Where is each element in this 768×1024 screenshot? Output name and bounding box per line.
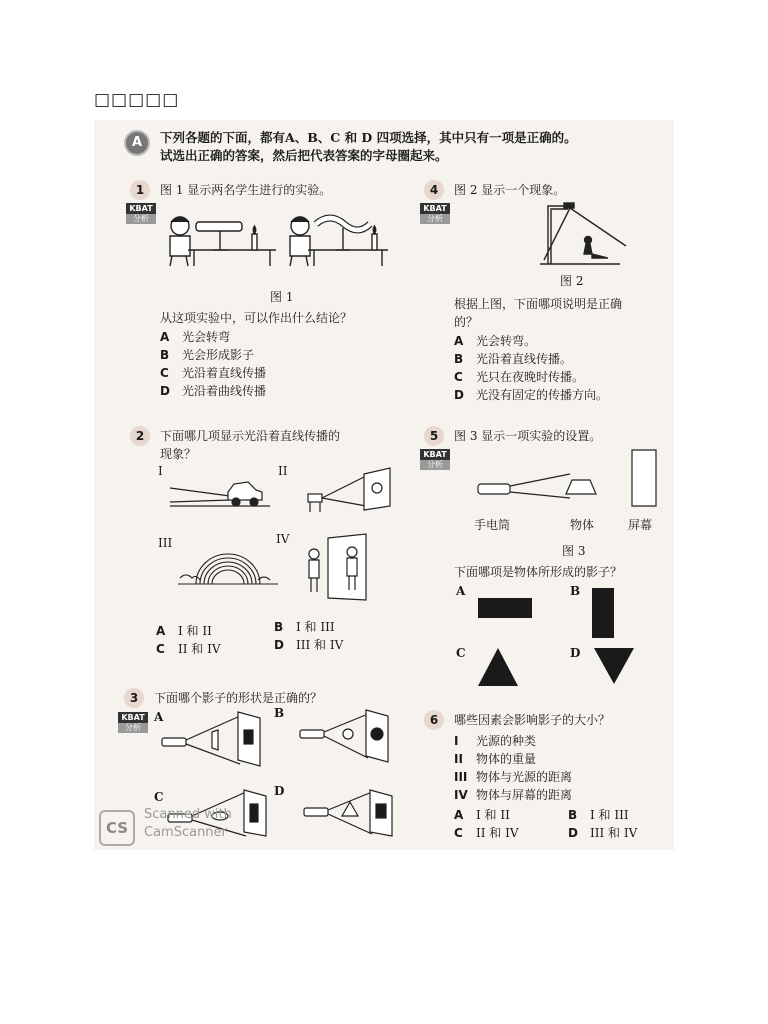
- question-6-stem: 哪些因素会影响影子的大小？: [454, 713, 611, 727]
- question-1-number: 1: [130, 180, 150, 200]
- option-text: 光沿着直线传播。: [476, 352, 573, 366]
- option-text: 光会转弯: [182, 330, 231, 344]
- figure-2-illustration: [520, 198, 630, 268]
- option-letter: C: [156, 642, 165, 656]
- question-6-number: 6: [424, 710, 444, 730]
- question-1-prompt: 从这项实验中，可以作出什么结论？: [160, 311, 353, 325]
- figure-2-caption: 图 2: [560, 274, 584, 288]
- question-6-item-i: [454, 732, 536, 749]
- question-5-option-c-letter: C: [456, 646, 466, 660]
- option-letter: C: [454, 826, 463, 840]
- question-2-number: 2: [130, 426, 150, 446]
- question-6-item-ii: [454, 750, 536, 767]
- option-text: I 和 II: [476, 808, 510, 822]
- camscanner-logo-icon: CS: [99, 810, 135, 846]
- kbat-label: KBAT: [118, 712, 148, 723]
- question-2-fig-label-ii: II: [278, 464, 288, 478]
- question-5-number: 5: [424, 426, 444, 446]
- option-text: 光会形成影子: [182, 348, 255, 362]
- question-6-option-c: [454, 824, 519, 841]
- mirror-reflection-illustration: [300, 532, 370, 602]
- screen-label: 屏幕: [628, 518, 653, 532]
- item-text: 物体与屏幕的距离: [476, 788, 573, 802]
- option-letter: C: [454, 370, 463, 384]
- question-1-stem: 图 1 显示两名学生进行的实验。: [160, 183, 332, 197]
- kbat-tag-q4: [420, 203, 450, 224]
- option-text: 光沿着曲线传播: [182, 384, 267, 398]
- question-2-option-a: [156, 622, 212, 639]
- option-text: I 和 III: [296, 620, 335, 634]
- shadow-setup-option-d: [302, 788, 402, 838]
- question-2-option-d: [274, 636, 343, 653]
- option-text: 光只在夜晚时传播。: [476, 370, 585, 384]
- instruction-line-1: 下列各题的下面，都有A、B、C 和 D 四项选择，其中只有一项是正确的。: [160, 130, 577, 145]
- rectangle-shadow-option-a: [478, 598, 532, 618]
- option-letter: B: [454, 352, 464, 366]
- question-3-option-d-letter: D: [274, 784, 285, 798]
- question-2-fig-label-iii: III: [158, 536, 173, 550]
- option-letter: C: [160, 366, 169, 380]
- roman-numeral: III: [454, 770, 468, 784]
- kbat-tag-q5: [420, 449, 450, 470]
- section-badge: A: [124, 130, 150, 156]
- kbat-label: KBAT: [420, 203, 450, 214]
- item-text: 物体的重量: [476, 752, 537, 766]
- camscanner-watermark: [99, 805, 259, 845]
- question-2-fig-label-iv: IV: [276, 532, 290, 546]
- question-5-option-b-letter: B: [570, 584, 581, 598]
- option-letter: B: [274, 620, 284, 634]
- question-4-option-a: [454, 332, 536, 349]
- question-6-option-a: [454, 806, 510, 823]
- option-letter: D: [274, 638, 284, 652]
- triangle-shadow-option-c: [476, 646, 520, 688]
- question-4-option-c: [454, 368, 584, 385]
- option-letter: D: [160, 384, 170, 398]
- option-text: 光会转弯。: [476, 334, 537, 348]
- question-2-option-b: [274, 618, 335, 635]
- figure-3-caption: 图 3: [562, 544, 586, 558]
- question-3-number: 3: [124, 688, 144, 708]
- question-6-option-d: [568, 824, 637, 841]
- question-5-prompt: 下面哪项是物体所形成的影子？: [454, 565, 623, 579]
- roman-numeral: II: [454, 752, 463, 766]
- question-4-prompt-line-1: 根据上图，下面哪项说明是正确: [454, 297, 623, 311]
- question-5-stem: 图 3 显示一项实验的设置。: [454, 429, 602, 443]
- projector-screen-illustration: [304, 466, 394, 514]
- question-2-option-c: [156, 640, 221, 657]
- scanned-worksheet: [94, 120, 674, 850]
- option-text: 光沿着直线传播: [182, 366, 267, 380]
- option-text: II 和 IV: [476, 826, 519, 840]
- question-6-item-iii: [454, 768, 572, 785]
- question-3-stem: 下面哪个影子的形状是正确的？: [154, 691, 323, 705]
- item-text: 光源的种类: [476, 734, 537, 748]
- option-letter: A: [160, 330, 170, 344]
- question-1-option-b: [160, 346, 254, 363]
- instruction-line-2: 试选出正确的答案，然后把代表答案的字母圈起来。: [160, 148, 448, 163]
- kbat-sublabel: 分析: [126, 214, 156, 224]
- kbat-sublabel: 分析: [420, 460, 450, 470]
- option-letter: A: [454, 334, 464, 348]
- option-text: II 和 IV: [178, 642, 221, 656]
- question-3-option-b-letter: B: [274, 706, 285, 720]
- shadow-setup-option-a: [160, 708, 270, 768]
- question-4-option-b: [454, 350, 572, 367]
- question-5-option-a-letter: A: [456, 584, 466, 598]
- question-2-fig-label-i: I: [158, 464, 163, 478]
- shadow-setup-option-b: [298, 708, 398, 764]
- figure-3-illustration: [474, 448, 664, 510]
- question-4-option-d: [454, 386, 608, 403]
- question-4-stem: 图 2 显示一个现象。: [454, 183, 566, 197]
- question-2-stem-line-2: 现象？: [160, 447, 197, 461]
- watermark-line-2: CamScanner: [144, 825, 227, 840]
- kbat-tag-q1: [126, 203, 156, 224]
- option-text: III 和 IV: [590, 826, 638, 840]
- question-3-option-c-letter: C: [154, 790, 164, 804]
- watermark-line-1: Scanned with: [144, 807, 232, 822]
- option-text: III 和 IV: [296, 638, 344, 652]
- question-3-option-a-letter: A: [154, 710, 164, 724]
- option-letter: A: [156, 624, 166, 638]
- object-label: 物体: [570, 518, 595, 532]
- rainbow-illustration: [178, 548, 278, 588]
- kbat-sublabel: 分析: [118, 723, 148, 733]
- item-text: 物体与光源的距离: [476, 770, 573, 784]
- kbat-label: KBAT: [126, 203, 156, 214]
- kbat-label: KBAT: [420, 449, 450, 460]
- flashlight-label: 手电筒: [474, 518, 511, 532]
- tall-rectangle-shadow-option-b: [592, 588, 614, 638]
- figure-1-caption: 图 1: [270, 290, 294, 304]
- roman-numeral: I: [454, 734, 459, 748]
- question-6-item-iv: [454, 786, 572, 803]
- question-1-option-c: [160, 364, 266, 381]
- option-letter: D: [454, 388, 464, 402]
- option-letter: D: [568, 826, 578, 840]
- kbat-tag-q3: [118, 712, 148, 733]
- option-text: I 和 II: [178, 624, 212, 638]
- option-letter: B: [568, 808, 578, 822]
- inverted-triangle-shadow-option-d: [592, 646, 636, 686]
- option-letter: A: [454, 808, 464, 822]
- option-text: I 和 III: [590, 808, 629, 822]
- question-4-number: 4: [424, 180, 444, 200]
- question-4-prompt-line-2: 的？: [454, 315, 479, 329]
- question-1-option-a: [160, 328, 230, 345]
- option-letter: B: [160, 348, 170, 362]
- kbat-sublabel: 分析: [420, 214, 450, 224]
- document-title: □□□□□: [94, 90, 180, 110]
- question-2-stem-line-1: 下面哪几项显示光沿着直线传播的: [160, 429, 341, 443]
- question-6-option-b: [568, 806, 629, 823]
- figure-1-illustration: [158, 208, 388, 268]
- roman-numeral: IV: [454, 788, 468, 802]
- headlight-car-illustration: [170, 472, 270, 512]
- question-1-option-d: [160, 382, 266, 399]
- option-text: 光没有固定的传播方向。: [476, 388, 609, 402]
- question-5-option-d-letter: D: [570, 646, 581, 660]
